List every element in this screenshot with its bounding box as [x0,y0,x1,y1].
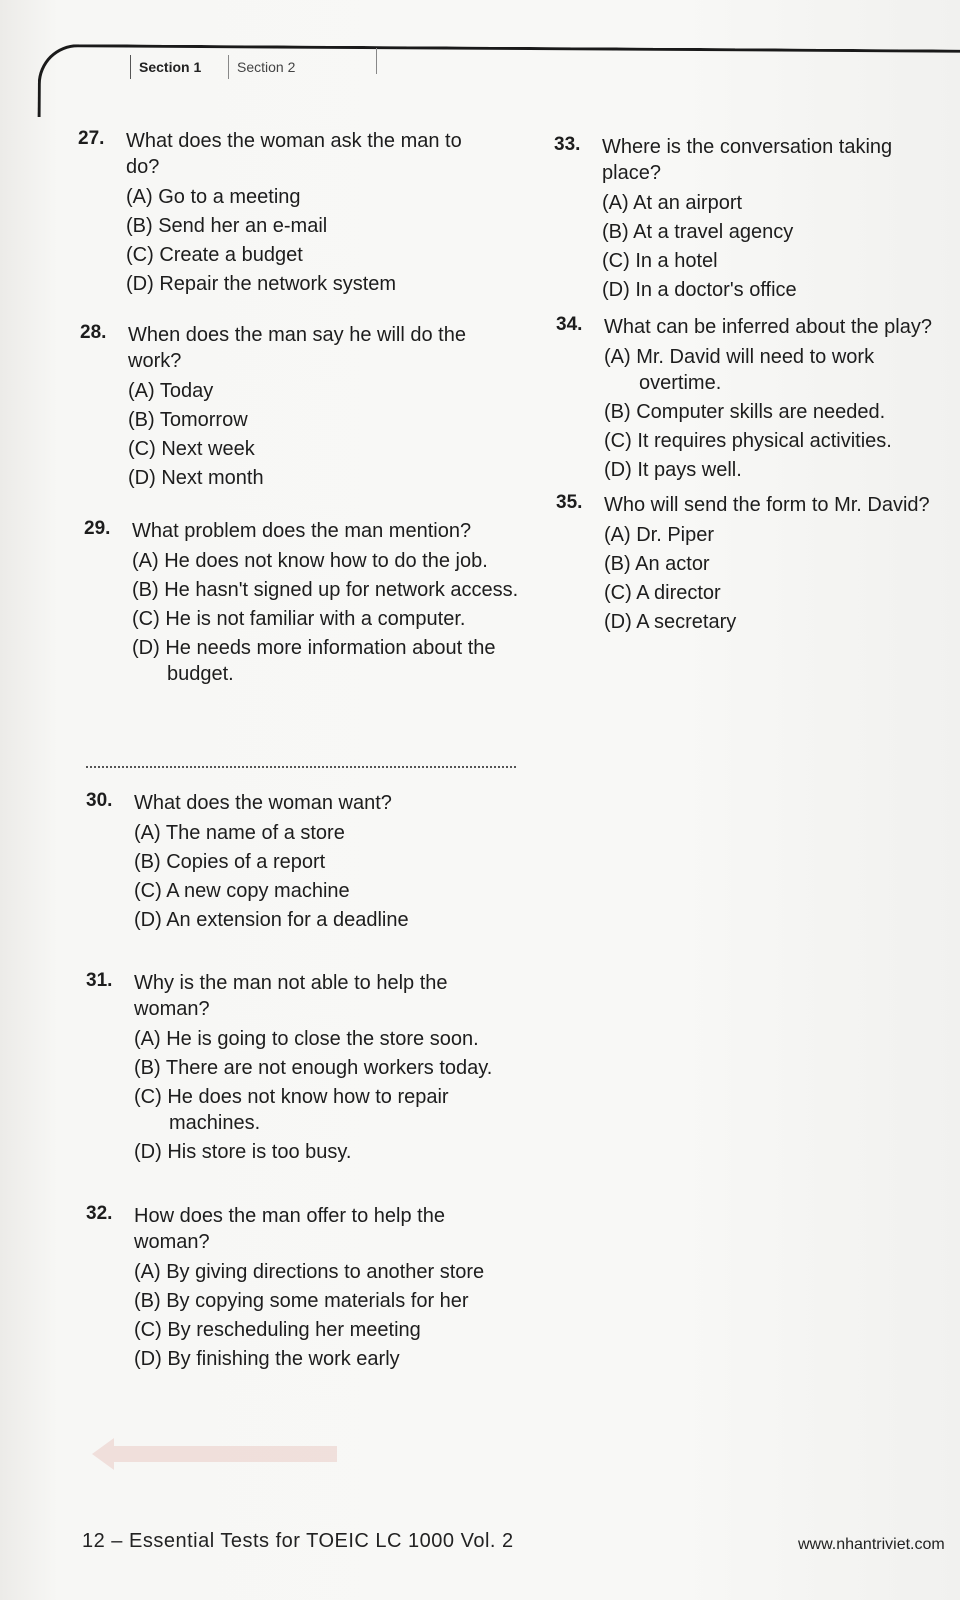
question-text: How does the man offer to help the woman? [134,1205,445,1253]
option-a[interactable]: (A) Mr. David will need to work overtime. [604,346,875,394]
options-list [604,344,956,483]
option-a[interactable]: (A) At an airport [602,192,743,214]
option-d[interactable]: (D) Repair the network system [126,273,397,295]
option-a[interactable]: (A) By giving directions to another store [134,1261,485,1283]
tab-section-2[interactable]: Section 2 [228,55,295,79]
option-a[interactable]: (A) Today [128,380,214,402]
options-list [132,548,524,687]
options-list [134,1259,506,1372]
option-a[interactable]: (A) Go to a meeting [126,186,301,208]
question-number: 29. [84,518,111,539]
question-32 [86,1203,506,1375]
question-28 [80,322,500,494]
question-number: 33. [554,134,581,155]
section-divider [86,766,516,768]
options-list [134,1026,506,1165]
question-text: What does the woman want? [134,792,392,814]
option-b[interactable]: (B) He hasn't signed up for network access. [132,579,519,601]
option-c[interactable]: (C) Next week [128,438,255,460]
option-c[interactable]: (C) He is not familiar with a computer. [132,608,466,630]
options-list [126,184,498,297]
footer-book-title: 12 – Essential Tests for TOEIC LC 1000 Vol. 2 [82,1530,514,1552]
question-29 [84,518,524,690]
options-list [604,522,956,635]
option-d[interactable]: (D) An extension for a deadline [134,909,409,931]
option-c[interactable]: (C) He does not know how to repair machines. [134,1086,449,1134]
option-c[interactable]: (C) It requires physical activities. [604,430,892,452]
footer-url: www.nhantriviet.com [798,1536,945,1553]
option-c[interactable]: (C) Create a budget [126,244,303,266]
question-number: 35. [556,492,583,513]
question-number: 34. [556,314,583,335]
option-d[interactable]: (D) By finishing the work early [134,1348,400,1370]
option-d[interactable]: (D) A secretary [604,611,737,633]
question-text: What problem does the man mention? [132,520,472,542]
option-a[interactable]: (A) He does not know how to do the job. [132,550,488,572]
faint-arrow-icon [92,1436,337,1472]
option-d[interactable]: (D) It pays well. [604,459,742,481]
question-34 [556,314,956,486]
question-number: 30. [86,790,113,811]
question-number: 28. [80,322,107,343]
option-d[interactable]: (D) He needs more information about the budget. [132,637,496,685]
option-b[interactable]: (B) There are not enough workers today. [134,1057,493,1079]
option-b[interactable]: (B) Tomorrow [128,409,248,431]
question-number: 27. [78,128,105,149]
question-text: Where is the conversation taking place? [602,136,893,184]
question-text: Why is the man not able to help the woman? [134,972,448,1020]
question-text: What does the woman ask the man to do? [126,130,462,178]
option-c[interactable]: (C) A director [604,582,721,604]
tab-divider [376,48,377,74]
question-27 [78,128,498,300]
option-b[interactable]: (B) By copying some materials for her [134,1290,469,1312]
question-number: 31. [86,970,113,991]
question-33 [554,134,954,306]
option-b[interactable]: (B) Computer skills are needed. [604,401,886,423]
option-b[interactable]: (B) At a travel agency [602,221,794,243]
option-a[interactable]: (A) Dr. Piper [604,524,715,546]
option-d[interactable]: (D) Next month [128,467,264,489]
question-text: Who will send the form to Mr. David? [604,494,930,516]
option-d[interactable]: (D) His store is too busy. [134,1141,352,1163]
option-a[interactable]: (A) He is going to close the store soon. [134,1028,479,1050]
option-b[interactable]: (B) Send her an e-mail [126,215,328,237]
question-35 [556,492,956,638]
options-list [128,378,500,491]
option-d[interactable]: (D) In a doctor's office [602,279,797,301]
option-c[interactable]: (C) In a hotel [602,250,718,272]
question-number: 32. [86,1203,113,1224]
question-text: When does the man say he will do the work? [128,324,466,372]
option-b[interactable]: (B) An actor [604,553,710,575]
question-31 [86,970,506,1168]
question-30 [86,790,506,936]
options-list [602,190,954,303]
option-c[interactable]: (C) A new copy machine [134,880,350,902]
options-list [134,820,506,933]
option-c[interactable]: (C) By rescheduling her meeting [134,1319,421,1341]
option-b[interactable]: (B) Copies of a report [134,851,326,873]
question-text: What can be inferred about the play? [604,316,932,338]
option-a[interactable]: (A) The name of a store [134,822,345,844]
tab-section-1[interactable]: Section 1 [130,55,201,79]
